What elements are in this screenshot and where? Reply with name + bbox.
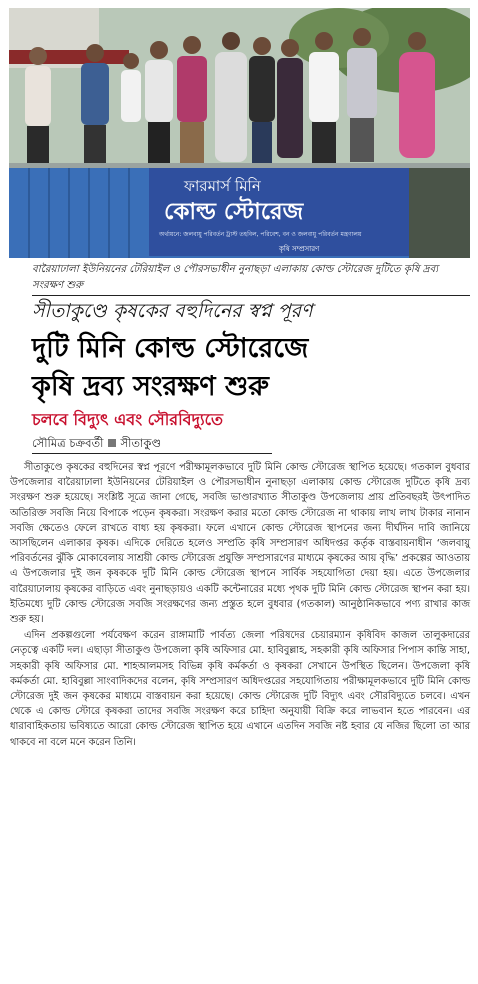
photo-caption: বারৈয়াঢালা ইউনিয়নের টেরিয়াইল ও পৌরসভাধীন নুনাছড়া এলাকায় কোল্ড স্টোরেজ দুটিতে কৃষি দ্রব্য সংরক্ষণ শুরু <box>32 264 439 291</box>
photo-illustration <box>9 8 470 258</box>
article-body <box>10 460 470 750</box>
byline-author: সৌমিত্র চক্রবর্তী <box>32 436 104 450</box>
banner-bottom: কৃষি সম্প্রসারণ <box>279 245 320 253</box>
divider <box>32 295 470 296</box>
news-photo <box>9 8 470 258</box>
headline-line: কৃষি দ্রব্য সংরক্ষণ শুরু <box>32 371 269 402</box>
article-paragraph: সীতাকুণ্ডে কৃষকের বহুদিনের স্বপ্ন পূরণে পরীক্ষামূলকভাবে দুটি মিনি কোল্ড স্টোরেজ স্থাপিত হয়েছে। গতকাল বুধবার উপজেলার বারৈয়াঢালা ইউনিয়নের টেরিয়াইল ও পৌরসভাধীন নুনাছড়া এলাকায় কোল্ড স্টোরেজ দুটিতে কৃষি দ্রব্য সংরক্ষণ শুরু হয়েছে। সংশ্লিষ্ট সূত্রে জানা গেছে, সবজি ভাণ্ডারখ্যাত সীতাকুণ্ড উপজেলায় প্রায় প্রতিবছরই উৎপাদিত অতিরিক্ত সবজি নিয়ে বিপাকে পড়েন কৃষকরা। সংরক্ষণ করার মতো কোল্ড স্টোরেজ না থাকায় লাখ লাখ টাকার নানান সবজি ক্ষেতেও ফেলে রাখতে বাধ্য হয় কৃষকরা। ফলে এখানে কোল্ড স্টোরেজ স্থাপনের জন্য দীর্ঘদিন দাবি জানিয়ে আসছিলেন এলাকার কৃষক। এদিকে দেরিতে হলেও সম্প্রতি কৃষি সম্প্রসারণ অধিদপ্তর কর্তৃক বাস্তবায়নাধীন ‘জলবায়ু পরিবর্তনের ঝুঁকি মোকাবেলায় সাশ্রয়ী কোল্ড স্টোরেজ প্রযুক্তি সম্প্রসারণের মাধ্যমে কৃষকের আয় বৃদ্ধি’ প্রকল্পের আওতায় এ উপজেলার দুই জন কৃষককে দুটি মিনি কোল্ড স্টোরেজ স্থাপনে সার্বিক সহযোগিতা দেয়া হয়। এতে উপজেলার বারৈয়াঢালায় কৃষকের বাড়িতে এবং নুনাছড়ায়ও একটি কন্টেনারের মধ্যে পৃথক দুটি মিনি কোল্ড স্টোরেজ স্থাপন করা হয়। ইতিমধ্যে দুটি কোল্ড স্টোরেজ সবজি সংরক্ষণের জন্য প্রস্তুত হলে বুধবার (গতকাল) আনুষ্ঠানিকভাবে পণ্য রাখার কাজ শুরু হয়। <box>10 462 470 626</box>
byline <box>32 434 472 452</box>
article-paragraph: এদিন প্রকল্পগুলো পর্যবেক্ষণ করেন রাঙ্গামাটি পার্বত্য জেলা পরিষদের চেয়ারম্যান কৃষিবিদ কাজল তালুকদারের নেতৃত্বে একটি দল। এছাড়া সীতাকুণ্ড উপজেলা কৃষি অফিসার মো. হাবিবুল্লাহ, সহকারী কৃষি অফিসার পিপাস কান্তি সাহা, সহকারী কৃষি অফিসার মো. শাহআলমসহ বিভিন্ন কৃষি কর্মকর্তা ও কৃষকরা সেখানে উপস্থিত ছিলেন। উপজেলা কৃষি কর্মকর্তা মো. হাবিবুল্লা সাংবাদিকদের বলেন, কৃষি সম্প্রসারণ অধিদপ্তরের সহযোগিতায় পরীক্ষামূলকভাবে দুটি মিনি কোল্ড স্টোরেজ দুই জন কৃষকের মাধ্যমে বাস্তবায়ন করা হয়েছে। কোল্ড স্টোরেজ দুটি বিদ্যুৎ এবং সৌরবিদ্যুতে চলবে। এখন থেকে এ কোল্ড স্টোরে কৃষকরা তাদের সবজি সংরক্ষণ করে চাহিদা অনুযায়ী বিক্রি করে লাভবান হতে পারবেন। এর ধারাবাহিকতায় ভবিষ্যতে আরো কোল্ড স্টোরেজ স্থাপিত হয়ে এখানে এতদিন সবজি নষ্ট হবার যে নজির ছিলো তা আর থাকবে না বলে মনে করেন তিনি। <box>10 630 470 748</box>
headline <box>32 330 472 406</box>
banner-small: অর্থায়নে: জলবায়ু পরিবর্তন ট্রাস্ট তহবিল, পরিবেশ, বন ও জলবায়ু পরিবর্তন মন্ত্রণালয় <box>159 231 362 238</box>
subheadline: চলবে বিদ্যুৎ এবং সৌরবিদ্যুতে <box>32 410 224 429</box>
banner-line1: ফারমার্স মিনি <box>184 177 261 195</box>
banner-line2: কোল্ড স্টোরেজ <box>164 199 304 225</box>
headline-line: দুটি মিনি কোল্ড স্টোরেজে <box>32 333 309 364</box>
byline-location: সীতাকুণ্ড <box>120 436 162 450</box>
kicker: সীতাকুণ্ডে কৃষকের বহুদিনের স্বপ্ন পূরণ <box>32 300 313 322</box>
doorway <box>409 168 470 258</box>
divider <box>32 453 272 454</box>
roof <box>9 50 129 64</box>
square-bullet-icon <box>108 439 116 447</box>
